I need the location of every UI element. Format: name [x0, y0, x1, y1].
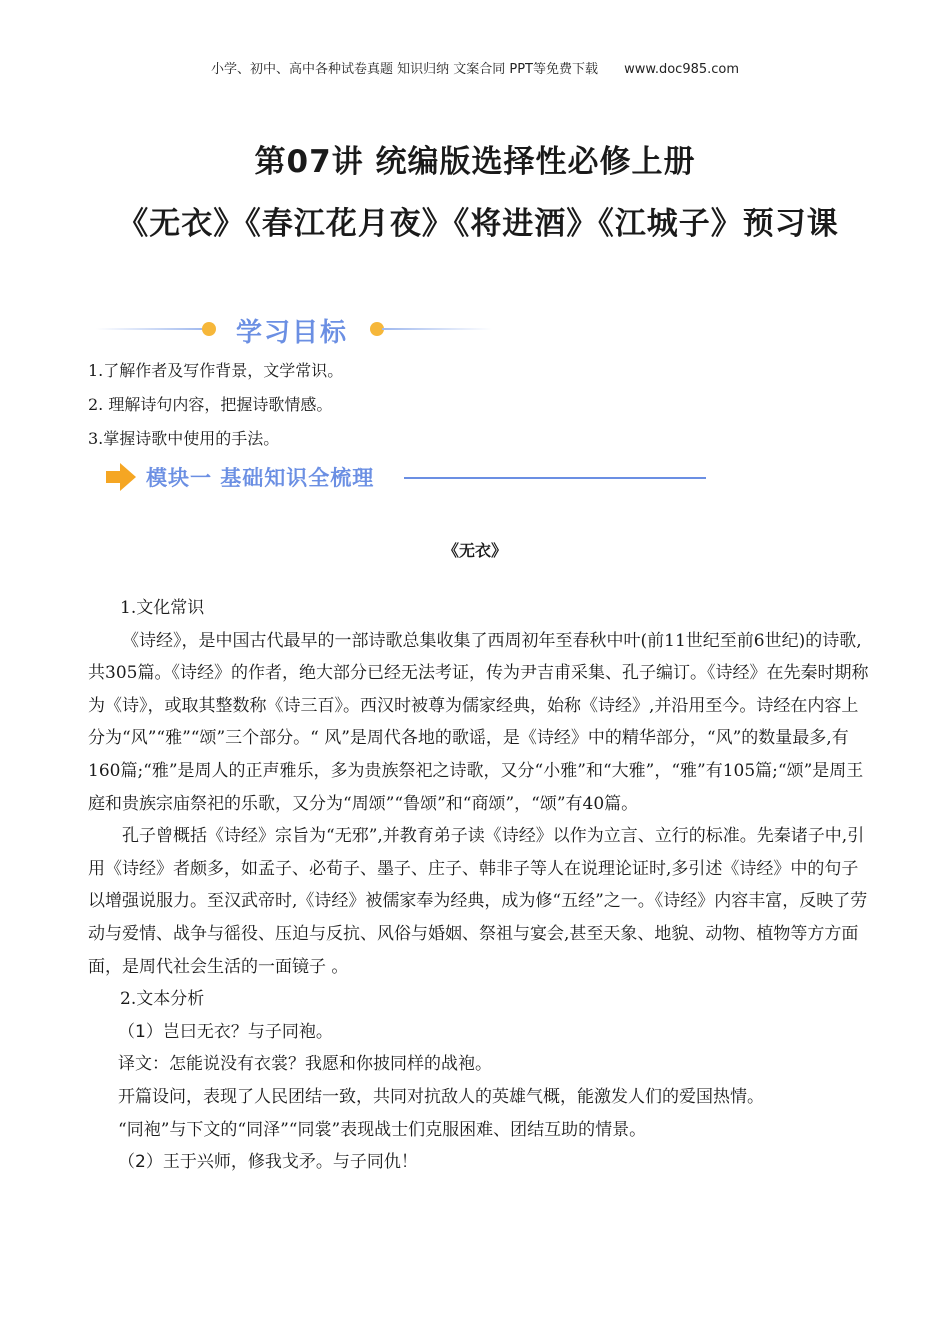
- paragraph-shijing-intro: 《诗经》，是中国古代最早的一部诗歌总集收集了西周初年至春秋中叶(前11世纪至前6世纪)的诗歌,共305篇。《诗经》的作者，绝大部分已经无法考证，传为尹吉甫采集、孔子编订。《诗经》在先秦时期称为《诗》，或取其整数称《诗三百》。西汉时被尊为儒家经典，始称《诗经》,并沿用至今。诗经在内容上分为“风”“雅”“颂”三个部分。“ 风”是周代各地的歌谣，是《诗经》中的精华部分，“风”的数量最多,有160篇;“雅”是周人的正声雅乐，多为贵族祭祀之诗歌，又分“小雅”和“大雅”，“雅”有105篇;“颂”是周王庭和贵族宗庙祭祀的乐歌，又分为“周颂”“鲁颂”和“商颂”，“颂”有40篇。: [88, 630, 869, 814]
- decorative-line-left: [96, 328, 206, 330]
- header-promo-text: 小学、初中、高中各种试卷真题 知识归纳 文案合同 PPT等免费下载: [210, 62, 598, 77]
- objective-item: 2. 理解诗句内容，把握诗歌情感。: [88, 395, 333, 414]
- objectives-heading-banner: [96, 312, 496, 348]
- module-heading-banner: [104, 458, 714, 498]
- section-heading-analysis: 2.文本分析: [120, 989, 205, 1010]
- page-header: [0, 58, 950, 77]
- lesson-subtitle: 《无衣》《春江花月夜》《将进酒》《江城子》预习课: [117, 206, 839, 242]
- content-body: [88, 592, 874, 1179]
- translation-1: 译文：怎能说没有衣裳？我愿和你披同样的战袍。: [118, 1054, 492, 1075]
- poem-line-2: （2）王于兴师，修我戈矛。与子同仇！: [118, 1152, 418, 1173]
- section-heading-culture: 1.文化常识: [120, 598, 205, 618]
- objective-item: 1.了解作者及写作背景，文学常识。: [88, 361, 344, 380]
- paragraph-confucius: 孔子曾概括《诗经》宗旨为“无邪”,并教育弟子读《诗经》以作为立言、立行的标准。先秦诸子中,引用《诗经》者颇多，如孟子、必荀子、墨子、庄子、韩非子等人在说理论证时,多引述《诗经》中的句子以增强说服力。至汉武帝时,《诗经》被儒家奉为经典，成为修“五经”之一。《诗经》内容丰富，反映了劳动与爱情、战争与徭役、压迫与反抗、风俗与婚姻、祭祖与宴会,甚至天象、地貌、动物、植物等方方面面，是周代社会生活的一面镜子 。: [88, 826, 868, 977]
- poem-title: 《无衣》: [442, 541, 507, 560]
- poem-line-1: （1）岂曰无衣？与子同袍。: [118, 1021, 333, 1042]
- objective-item: 3.掌握诗歌中使用的手法。: [88, 429, 280, 448]
- decorative-dot-left-icon: [202, 322, 216, 336]
- arrow-right-icon: [104, 462, 138, 492]
- objectives-heading: 学习目标: [236, 318, 349, 348]
- module-heading: 模块一 基础知识全梳理: [146, 466, 375, 490]
- decorative-line-right: [382, 328, 492, 330]
- module-underline: [404, 477, 706, 479]
- lesson-title: 第07讲 统编版选择性必修上册: [254, 144, 696, 180]
- analysis-1a: 开篇设问，表现了人民团结一致，共同对抗敌人的英雄气概，能激发人们的爱国热情。: [118, 1086, 764, 1107]
- header-site-url[interactable]: www.doc985.com: [624, 62, 740, 77]
- analysis-1b: “同袍”与下文的“同泽”“同裳”表现战士们克服困难、团结互助的情景。: [118, 1119, 647, 1140]
- objectives-list: [88, 354, 343, 456]
